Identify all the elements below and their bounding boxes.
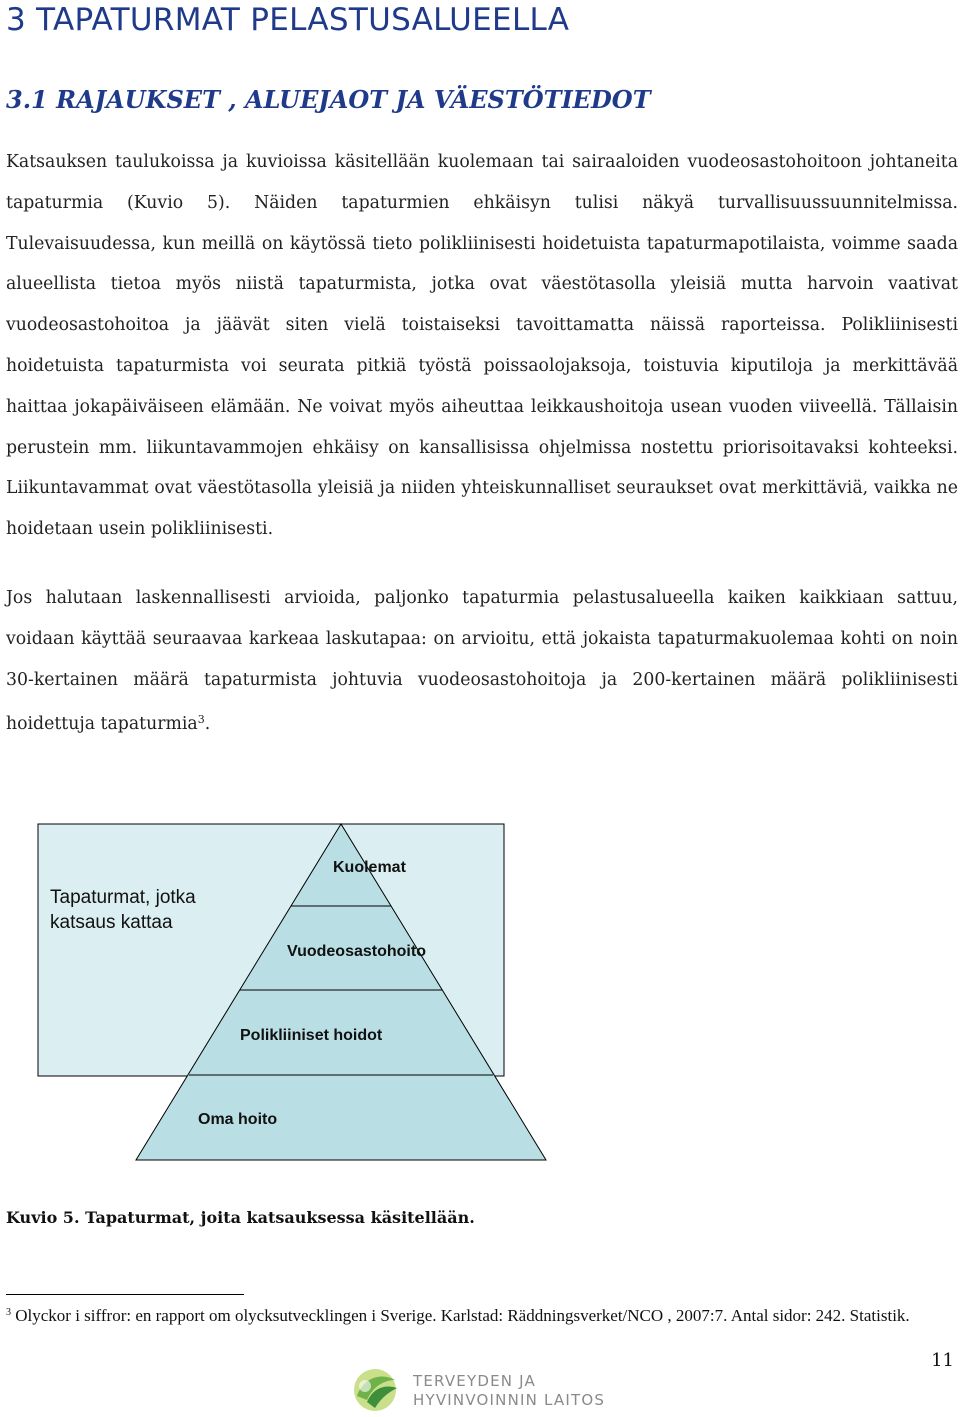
level-label-deaths: Kuolemat — [333, 859, 406, 876]
section-heading: 3 TAPATURMAT PELASTUSALUEELLA — [6, 2, 570, 38]
level-label-inpatient: Vuodeosastohoito — [287, 943, 426, 960]
thl-logo — [345, 1366, 635, 1414]
subsection-heading: 3.1 RAJAUKSET , ALUEJAOT JA VÄESTÖTIEDOT — [6, 85, 651, 114]
logo-text-line1: TERVEYDEN JA — [413, 1372, 536, 1390]
paragraph-estimate-end: . — [204, 714, 211, 735]
paragraph-estimate — [6, 578, 958, 745]
footnote-divider — [6, 1294, 244, 1295]
paragraph-estimate-text: Jos halutaan laskennallisesti arvioida, paljonko tapaturmia pelastusalueella kaiken kaikkiaan sattuu, voidaan käyttää seuraavaa karkeaa laskutapaa: on arvioitu, että jokaista tapaturmakuolemaa kohti on noin 30-kertainen määrä tapaturmista johtuvia vuodeosastohoitoja ja 200-kertainen määrä polikliinisesti hoidettuja tapaturmia — [6, 588, 958, 735]
footnote-text: Olyckor i siffror: en rapport om olycksutvecklingen i Sverige. Karlstad: Räddningsverket/NCO , 2007:7. Antal sidor: 242. Statistik. — [15, 1306, 910, 1325]
page-number: 11 — [931, 1350, 954, 1371]
thl-leaf-logo-icon — [345, 1366, 405, 1414]
scope-label-line2: katsaus kattaa — [50, 912, 173, 933]
logo-text-line2: HYVINVOINNIN LAITOS — [413, 1391, 606, 1409]
injury-pyramid-diagram — [0, 815, 960, 1175]
logo-text — [413, 1372, 605, 1410]
level-label-outpatient: Polikliiniset hoidot — [240, 1027, 383, 1044]
footnote — [6, 1301, 936, 1327]
footnote-reference[interactable]: 3 — [197, 713, 205, 727]
figure-caption: Kuvio 5. Tapaturmat, joita katsauksessa käsitellään. — [6, 1208, 475, 1227]
scope-label-line1: Tapaturmat, jotka — [50, 887, 196, 908]
footnote-number: 3 — [6, 1307, 11, 1318]
level-label-selfcare: Oma hoito — [198, 1111, 278, 1128]
paragraph-intro: Katsauksen taulukoissa ja kuvioissa käsitellään kuolemaan tai sairaaloiden vuodeosastohoitoon johtaneita tapaturmia (Kuvio 5). Näiden tapaturmien ehkäisyn tulisi näkyä turvallisuussuunnitelmissa. Tulevaisuudessa, kun meillä on käytössä tieto polikliinisesti hoidetuista tapaturmapotilaista, voimme saada alueellista tietoa myös niistä tapaturmista, jotka ovat väestötasolla yleisiä mutta harvoin vaativat vuodeosastohoitoa ja jäävät siten vielä toistaiseksi tavoittamatta näissä raporteissa. Polikliinisesti hoidetuista tapaturmista voi seurata pitkiä työstä poissaolojaksoja, toistuvia kiputiloja ja merkittävää haittaa jokapäiväiseen elämään. Ne voivat myös aiheuttaa leikkaushoitoja usean vuoden viiveellä. Tällaisin perustein mm. liikuntavammojen ehkäisy on kansallisissa ohjelmissa nostettu priorisoitavaksi kohteeksi. Liikuntavammat ovat väestötasolla yleisiä ja niiden yhteiskunnalliset seuraukset ovat merkittäviä, vaikka ne hoidetaan usein polikliinisesti. — [6, 152, 958, 540]
